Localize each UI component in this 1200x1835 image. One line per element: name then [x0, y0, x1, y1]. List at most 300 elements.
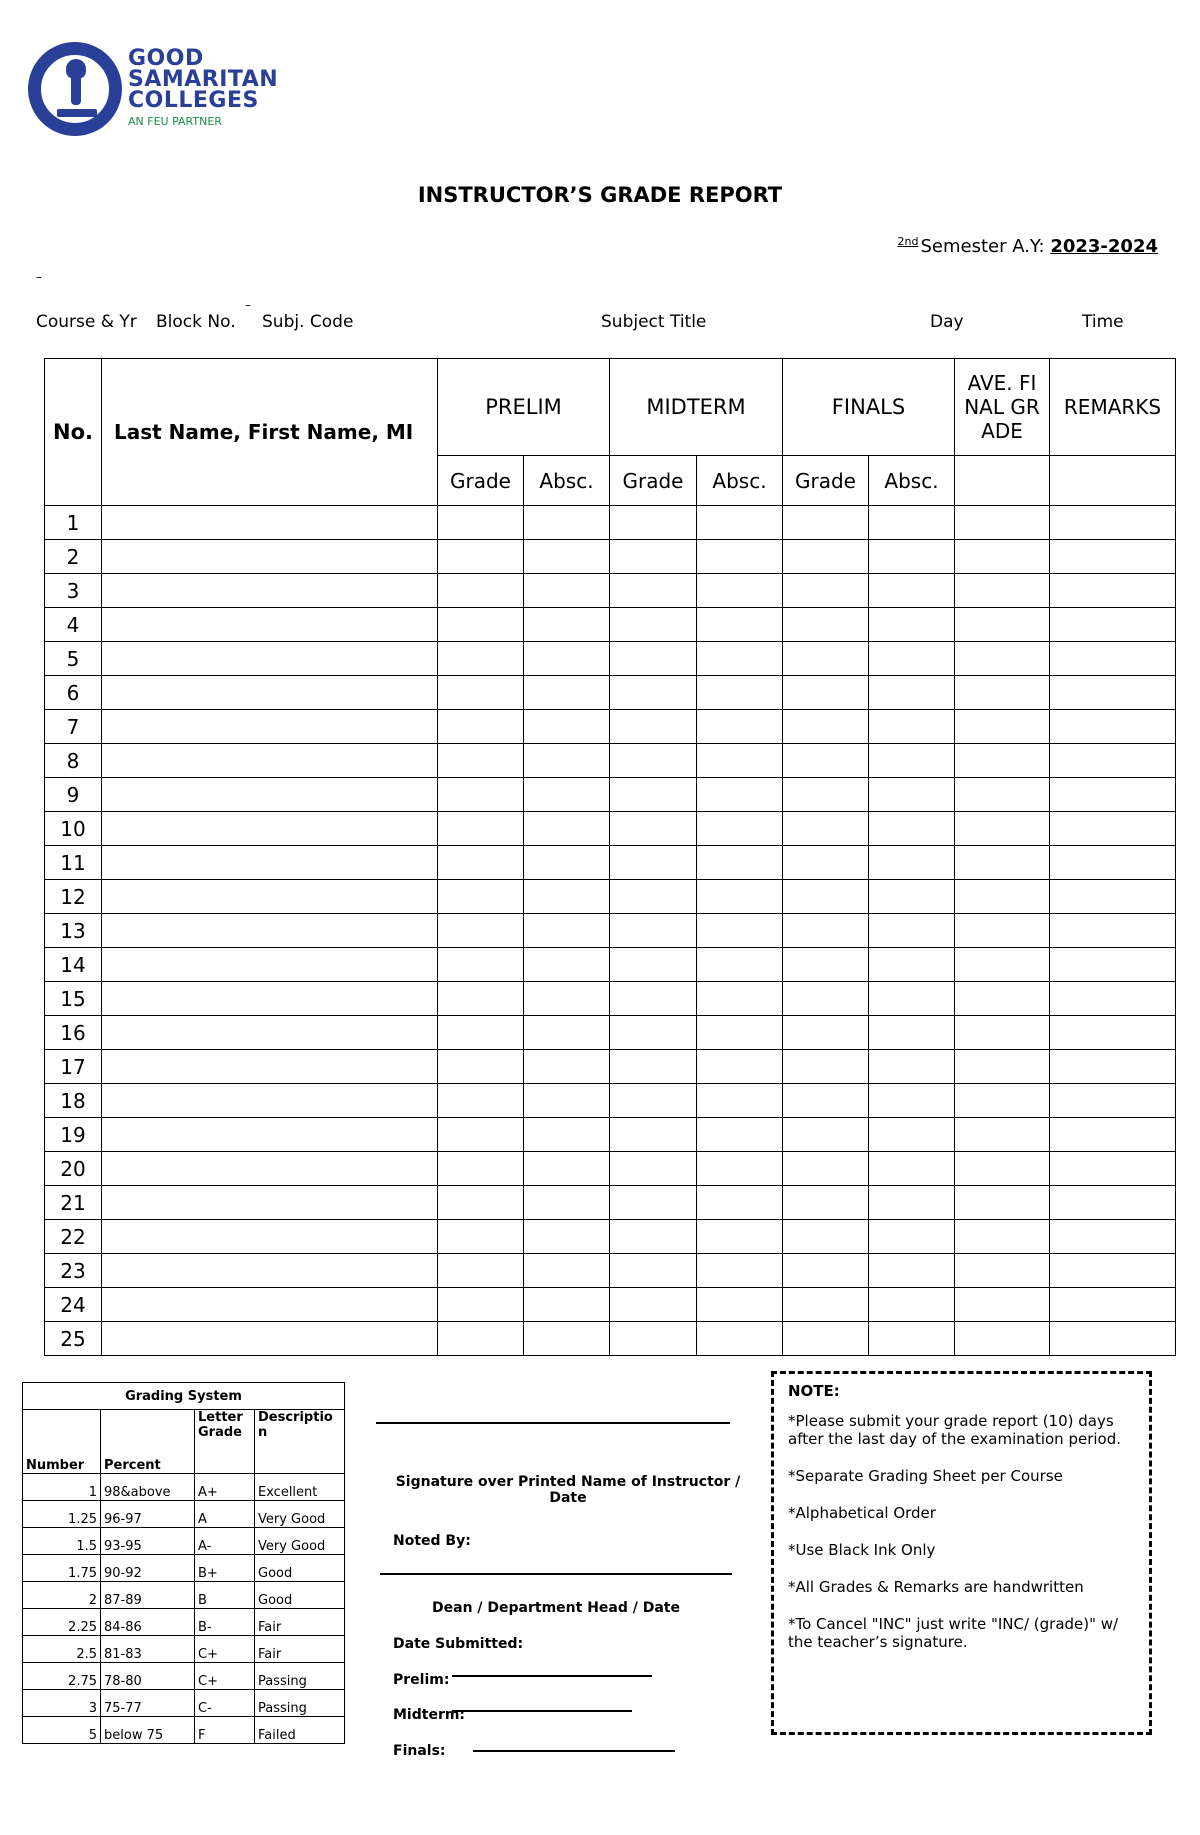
- grade-cell[interactable]: [524, 982, 610, 1016]
- grade-cell[interactable]: [610, 710, 697, 744]
- row-number: 17: [45, 1050, 102, 1084]
- table-row: [45, 982, 1176, 1016]
- grade-cell[interactable]: [524, 540, 610, 574]
- grade-cell[interactable]: [610, 506, 697, 540]
- grade-cell[interactable]: [438, 506, 524, 540]
- grade-cell[interactable]: [438, 1016, 524, 1050]
- grade-cell[interactable]: [955, 744, 1050, 778]
- grade-cell[interactable]: [955, 1084, 1050, 1118]
- row-number: 7: [45, 710, 102, 744]
- header-no: No.: [45, 359, 102, 506]
- grade-cell[interactable]: [1050, 1288, 1176, 1322]
- dash-mark: –: [36, 270, 42, 284]
- grade-cell[interactable]: [102, 1254, 438, 1288]
- grade-cell[interactable]: [1050, 1220, 1176, 1254]
- field-subj-code: Subj. Code: [262, 312, 354, 332]
- grade-cell[interactable]: [102, 1322, 438, 1356]
- row-number: 10: [45, 812, 102, 846]
- grade-cell[interactable]: [438, 1288, 524, 1322]
- grade-cell[interactable]: [102, 778, 438, 812]
- grade-cell[interactable]: [1050, 608, 1176, 642]
- grade-cell[interactable]: [783, 710, 869, 744]
- grade-cell[interactable]: [102, 506, 438, 540]
- gs-number: 2.25: [23, 1609, 101, 1636]
- grade-cell[interactable]: [438, 914, 524, 948]
- grade-cell[interactable]: [524, 880, 610, 914]
- grade-cell[interactable]: [697, 744, 783, 778]
- grade-cell[interactable]: [783, 846, 869, 880]
- table-row: [45, 1016, 1176, 1050]
- grading-system-row: [23, 1582, 345, 1609]
- grade-cell[interactable]: [869, 1084, 955, 1118]
- grade-cell[interactable]: [102, 1016, 438, 1050]
- subheader-midterm-grade: Grade: [610, 456, 697, 506]
- grade-cell[interactable]: [524, 574, 610, 608]
- grade-cell[interactable]: [783, 574, 869, 608]
- grade-cell[interactable]: [524, 1288, 610, 1322]
- row-number: 4: [45, 608, 102, 642]
- dash-mark-2: –: [245, 298, 251, 312]
- grade-cell[interactable]: [610, 1152, 697, 1186]
- grade-cell[interactable]: [610, 1254, 697, 1288]
- grade-cell[interactable]: [783, 982, 869, 1016]
- grade-cell[interactable]: [869, 1322, 955, 1356]
- grade-cell[interactable]: [955, 642, 1050, 676]
- grade-cell[interactable]: [524, 1220, 610, 1254]
- grade-cell[interactable]: [697, 880, 783, 914]
- grading-system-row: [23, 1609, 345, 1636]
- grade-cell[interactable]: [697, 676, 783, 710]
- table-row: [45, 540, 1176, 574]
- grade-cell[interactable]: [869, 1288, 955, 1322]
- table-row: [45, 1220, 1176, 1254]
- grade-cell[interactable]: [697, 574, 783, 608]
- table-row: [45, 744, 1176, 778]
- grade-cell[interactable]: [1050, 506, 1176, 540]
- header-finals: FINALS: [783, 359, 955, 456]
- grade-cell[interactable]: [438, 642, 524, 676]
- field-time: Time: [1082, 312, 1124, 332]
- grade-cell[interactable]: [610, 1050, 697, 1084]
- grade-cell[interactable]: [869, 982, 955, 1016]
- grade-cell[interactable]: [869, 676, 955, 710]
- midterm-date-line: [452, 1710, 632, 1712]
- table-row: [45, 676, 1176, 710]
- grade-cell[interactable]: [102, 540, 438, 574]
- gs-letter: B: [195, 1582, 255, 1609]
- grade-cell[interactable]: [438, 778, 524, 812]
- grade-cell[interactable]: [610, 1288, 697, 1322]
- grade-cell[interactable]: [1050, 1322, 1176, 1356]
- grade-cell[interactable]: [524, 1118, 610, 1152]
- grade-cell[interactable]: [438, 1084, 524, 1118]
- grade-cell[interactable]: [438, 744, 524, 778]
- table-row: [45, 1152, 1176, 1186]
- grade-cell[interactable]: [783, 642, 869, 676]
- grade-cell[interactable]: [697, 710, 783, 744]
- grade-cell[interactable]: [955, 880, 1050, 914]
- gs-letter: A+: [195, 1474, 255, 1501]
- grade-cell[interactable]: [869, 744, 955, 778]
- subheader-prelim-absc: Absc.: [524, 456, 610, 506]
- grading-system-row: [23, 1690, 345, 1717]
- grade-cell[interactable]: [955, 710, 1050, 744]
- grade-cell[interactable]: [955, 540, 1050, 574]
- logo-tagline: AN FEU PARTNER: [128, 115, 222, 128]
- grade-cell[interactable]: [783, 506, 869, 540]
- grade-cell[interactable]: [869, 1220, 955, 1254]
- grade-cell[interactable]: [955, 846, 1050, 880]
- row-number: 3: [45, 574, 102, 608]
- grade-cell[interactable]: [610, 676, 697, 710]
- note-box: [771, 1371, 1152, 1735]
- grade-cell[interactable]: [610, 1186, 697, 1220]
- grade-cell[interactable]: [438, 1118, 524, 1152]
- grade-cell[interactable]: [1050, 1152, 1176, 1186]
- grade-cell[interactable]: [1050, 574, 1176, 608]
- grade-cell[interactable]: [102, 1220, 438, 1254]
- row-number: 24: [45, 1288, 102, 1322]
- grade-cell[interactable]: [1050, 1254, 1176, 1288]
- row-number: 12: [45, 880, 102, 914]
- grade-cell[interactable]: [102, 608, 438, 642]
- grade-cell[interactable]: [1050, 914, 1176, 948]
- grade-cell[interactable]: [869, 574, 955, 608]
- grade-cell[interactable]: [955, 982, 1050, 1016]
- grading-system-row: [23, 1501, 345, 1528]
- grade-cell[interactable]: [610, 1016, 697, 1050]
- grade-cell[interactable]: [955, 1322, 1050, 1356]
- grade-cell[interactable]: [102, 1084, 438, 1118]
- grade-cell[interactable]: [697, 1016, 783, 1050]
- grade-cell[interactable]: [783, 1050, 869, 1084]
- grade-cell[interactable]: [783, 812, 869, 846]
- row-number: 21: [45, 1186, 102, 1220]
- grade-cell[interactable]: [1050, 1016, 1176, 1050]
- grade-cell[interactable]: [697, 812, 783, 846]
- grade-cell[interactable]: [783, 1220, 869, 1254]
- grade-cell[interactable]: [438, 1152, 524, 1186]
- grade-cell[interactable]: [955, 1186, 1050, 1220]
- grade-cell[interactable]: [524, 846, 610, 880]
- gs-percent: 78-80: [101, 1663, 195, 1690]
- grade-cell[interactable]: [524, 1322, 610, 1356]
- grade-cell[interactable]: [524, 1186, 610, 1220]
- grade-cell[interactable]: [783, 1118, 869, 1152]
- grade-cell[interactable]: [697, 540, 783, 574]
- grade-cell[interactable]: [1050, 812, 1176, 846]
- grade-cell[interactable]: [102, 1050, 438, 1084]
- grade-cell[interactable]: [524, 1152, 610, 1186]
- grade-cell[interactable]: [955, 1016, 1050, 1050]
- grade-cell[interactable]: [524, 642, 610, 676]
- grade-cell[interactable]: [524, 1050, 610, 1084]
- grade-cell[interactable]: [610, 1118, 697, 1152]
- grade-cell[interactable]: [102, 880, 438, 914]
- grade-cell[interactable]: [438, 846, 524, 880]
- grade-cell[interactable]: [1050, 982, 1176, 1016]
- grade-cell[interactable]: [869, 1118, 955, 1152]
- grade-cell[interactable]: [955, 676, 1050, 710]
- grade-cell[interactable]: [102, 812, 438, 846]
- grade-cell[interactable]: [1050, 1118, 1176, 1152]
- grade-cell[interactable]: [1050, 1084, 1176, 1118]
- grade-cell[interactable]: [1050, 710, 1176, 744]
- grade-cell[interactable]: [697, 1050, 783, 1084]
- grade-cell[interactable]: [438, 812, 524, 846]
- grade-cell[interactable]: [610, 778, 697, 812]
- grade-cell[interactable]: [438, 574, 524, 608]
- grade-cell[interactable]: [102, 744, 438, 778]
- grade-cell[interactable]: [697, 642, 783, 676]
- grade-cell[interactable]: [438, 982, 524, 1016]
- grade-cell[interactable]: [610, 812, 697, 846]
- grade-cell[interactable]: [869, 812, 955, 846]
- grade-cell[interactable]: [783, 1322, 869, 1356]
- grade-cell[interactable]: [955, 812, 1050, 846]
- grade-cell[interactable]: [102, 574, 438, 608]
- gs-description: Fair: [255, 1636, 345, 1663]
- row-number: 11: [45, 846, 102, 880]
- grade-cell[interactable]: [610, 846, 697, 880]
- grade-cell[interactable]: [438, 1186, 524, 1220]
- grade-cell[interactable]: [438, 1050, 524, 1084]
- grade-cell[interactable]: [955, 1220, 1050, 1254]
- grade-cell[interactable]: [783, 1254, 869, 1288]
- grade-cell[interactable]: [610, 1322, 697, 1356]
- grade-cell[interactable]: [955, 1118, 1050, 1152]
- grade-cell[interactable]: [610, 1220, 697, 1254]
- grade-cell[interactable]: [438, 880, 524, 914]
- grade-cell[interactable]: [697, 1186, 783, 1220]
- academic-year: 2023-2024: [1050, 236, 1158, 257]
- gs-col-number: Number: [23, 1410, 101, 1474]
- grade-cell[interactable]: [783, 1288, 869, 1322]
- gs-letter: C-: [195, 1690, 255, 1717]
- grade-cell[interactable]: [524, 1254, 610, 1288]
- grade-cell[interactable]: [697, 1220, 783, 1254]
- grade-cell[interactable]: [869, 1152, 955, 1186]
- header-name: Last Name, First Name, MI: [102, 359, 438, 506]
- gs-number: 2.75: [23, 1663, 101, 1690]
- grade-cell[interactable]: [697, 948, 783, 982]
- grade-cell[interactable]: [1050, 948, 1176, 982]
- grade-cell[interactable]: [869, 880, 955, 914]
- table-row: [45, 574, 1176, 608]
- grade-cell[interactable]: [783, 948, 869, 982]
- grade-cell[interactable]: [783, 676, 869, 710]
- grade-cell[interactable]: [610, 642, 697, 676]
- row-number: 23: [45, 1254, 102, 1288]
- grade-cell[interactable]: [955, 1152, 1050, 1186]
- subheader-finals-absc: Absc.: [869, 456, 955, 506]
- grade-cell[interactable]: [102, 914, 438, 948]
- grading-system-row: [23, 1663, 345, 1690]
- grade-cell[interactable]: [783, 1152, 869, 1186]
- grade-cell[interactable]: [697, 1084, 783, 1118]
- grade-cell[interactable]: [1050, 744, 1176, 778]
- grade-cell[interactable]: [869, 778, 955, 812]
- grade-cell[interactable]: [955, 778, 1050, 812]
- grade-cell[interactable]: [783, 608, 869, 642]
- row-number: 9: [45, 778, 102, 812]
- grade-cell[interactable]: [955, 1254, 1050, 1288]
- grade-cell[interactable]: [955, 1050, 1050, 1084]
- grade-cell[interactable]: [1050, 1186, 1176, 1220]
- grade-cell[interactable]: [102, 642, 438, 676]
- grade-cell[interactable]: [438, 608, 524, 642]
- gs-percent: 90-92: [101, 1555, 195, 1582]
- grade-cell[interactable]: [869, 1254, 955, 1288]
- grade-cell[interactable]: [102, 676, 438, 710]
- grade-cell[interactable]: [524, 506, 610, 540]
- subheader-prelim-grade: Grade: [438, 456, 524, 506]
- grade-cell[interactable]: [524, 948, 610, 982]
- date-submitted-label: Date Submitted:: [393, 1636, 524, 1652]
- gs-letter: B-: [195, 1609, 255, 1636]
- grade-cell[interactable]: [783, 1186, 869, 1220]
- header-ave-final-grade: AVE. FINAL GRADE: [955, 359, 1050, 456]
- grade-cell[interactable]: [438, 710, 524, 744]
- grade-cell[interactable]: [610, 744, 697, 778]
- grade-cell[interactable]: [697, 846, 783, 880]
- grade-cell[interactable]: [697, 982, 783, 1016]
- gs-letter: C+: [195, 1663, 255, 1690]
- dean-signature-line: [380, 1573, 732, 1575]
- grade-cell[interactable]: [610, 914, 697, 948]
- grade-cell[interactable]: [783, 540, 869, 574]
- grade-cell[interactable]: [783, 914, 869, 948]
- grade-cell[interactable]: [438, 540, 524, 574]
- grade-cell[interactable]: [783, 778, 869, 812]
- grade-cell[interactable]: [102, 1152, 438, 1186]
- grade-cell[interactable]: [610, 982, 697, 1016]
- grade-cell[interactable]: [102, 1288, 438, 1322]
- grade-cell[interactable]: [1050, 778, 1176, 812]
- grade-cell[interactable]: [869, 846, 955, 880]
- gs-percent: 75-77: [101, 1690, 195, 1717]
- grade-cell[interactable]: [102, 948, 438, 982]
- grade-cell[interactable]: [524, 744, 610, 778]
- grade-cell[interactable]: [869, 1016, 955, 1050]
- gs-percent: 98&above: [101, 1474, 195, 1501]
- grade-cell[interactable]: [610, 540, 697, 574]
- grade-cell[interactable]: [955, 1288, 1050, 1322]
- grade-cell[interactable]: [102, 1118, 438, 1152]
- grade-cell[interactable]: [697, 608, 783, 642]
- grade-cell[interactable]: [524, 778, 610, 812]
- note-item: *Alphabetical Order: [788, 1504, 936, 1522]
- grade-cell[interactable]: [524, 710, 610, 744]
- grade-cell[interactable]: [869, 710, 955, 744]
- grade-cell[interactable]: [697, 778, 783, 812]
- grade-cell[interactable]: [869, 608, 955, 642]
- grade-cell[interactable]: [610, 880, 697, 914]
- gs-number: 2: [23, 1582, 101, 1609]
- grade-cell[interactable]: [869, 642, 955, 676]
- grade-cell[interactable]: [869, 540, 955, 574]
- grade-cell[interactable]: [610, 1084, 697, 1118]
- grade-cell[interactable]: [783, 1016, 869, 1050]
- grade-cell[interactable]: [102, 710, 438, 744]
- grade-cell[interactable]: [869, 914, 955, 948]
- grade-cell[interactable]: [524, 1016, 610, 1050]
- grade-cell[interactable]: [438, 1254, 524, 1288]
- grade-cell[interactable]: [783, 744, 869, 778]
- grade-cell[interactable]: [524, 608, 610, 642]
- grade-cell[interactable]: [869, 1186, 955, 1220]
- grade-cell[interactable]: [610, 608, 697, 642]
- grade-cell[interactable]: [102, 846, 438, 880]
- grade-cell[interactable]: [1050, 1050, 1176, 1084]
- grade-cell[interactable]: [102, 1186, 438, 1220]
- grade-cell[interactable]: [955, 506, 1050, 540]
- semester-label: Semester A.Y:: [920, 236, 1051, 257]
- grade-cell[interactable]: [955, 948, 1050, 982]
- note-item: *All Grades & Remarks are handwritten: [788, 1578, 1084, 1596]
- grade-cell[interactable]: [697, 1152, 783, 1186]
- gs-description: Passing: [255, 1663, 345, 1690]
- grade-cell[interactable]: [697, 1254, 783, 1288]
- grade-cell[interactable]: [955, 608, 1050, 642]
- grade-cell[interactable]: [697, 506, 783, 540]
- grade-cell[interactable]: [610, 948, 697, 982]
- gs-percent: 81-83: [101, 1636, 195, 1663]
- grade-cell[interactable]: [1050, 642, 1176, 676]
- grade-cell[interactable]: [697, 1118, 783, 1152]
- grade-cell[interactable]: [524, 914, 610, 948]
- grade-cell[interactable]: [955, 574, 1050, 608]
- prelim-date-label: Prelim:: [393, 1672, 450, 1688]
- grade-cell[interactable]: [438, 676, 524, 710]
- grade-cell[interactable]: [524, 812, 610, 846]
- note-item: *Please submit your grade report (10) days after the last day of the examination period.: [788, 1412, 1121, 1448]
- semester-ordinal: 2nd: [897, 235, 919, 248]
- field-course-yr: Course & Yr: [36, 312, 137, 332]
- grade-cell[interactable]: [783, 1084, 869, 1118]
- grade-cell[interactable]: [524, 1084, 610, 1118]
- note-item: *Use Black Ink Only: [788, 1541, 936, 1559]
- field-subject-title: Subject Title: [601, 312, 707, 332]
- grading-system-row: [23, 1717, 345, 1744]
- gs-description: Very Good: [255, 1528, 345, 1555]
- grade-cell[interactable]: [102, 982, 438, 1016]
- grade-cell[interactable]: [697, 914, 783, 948]
- grading-system-row: [23, 1636, 345, 1663]
- table-row: [45, 914, 1176, 948]
- gs-letter: C+: [195, 1636, 255, 1663]
- grade-cell[interactable]: [438, 948, 524, 982]
- grade-cell[interactable]: [869, 506, 955, 540]
- header-remarks: REMARKS: [1050, 359, 1176, 456]
- grade-cell[interactable]: [697, 1322, 783, 1356]
- grade-cell[interactable]: [869, 1050, 955, 1084]
- grade-cell[interactable]: [524, 676, 610, 710]
- grade-cell[interactable]: [438, 1220, 524, 1254]
- grade-cell[interactable]: [610, 574, 697, 608]
- grade-cell[interactable]: [1050, 540, 1176, 574]
- grade-cell[interactable]: [955, 914, 1050, 948]
- grade-cell[interactable]: [697, 1288, 783, 1322]
- grade-cell[interactable]: [438, 1322, 524, 1356]
- gs-percent: 96-97: [101, 1501, 195, 1528]
- grade-cell[interactable]: [783, 880, 869, 914]
- grade-cell[interactable]: [1050, 676, 1176, 710]
- grade-cell[interactable]: [1050, 846, 1176, 880]
- grade-cell[interactable]: [869, 948, 955, 982]
- grade-cell[interactable]: [1050, 880, 1176, 914]
- gs-description: Excellent: [255, 1474, 345, 1501]
